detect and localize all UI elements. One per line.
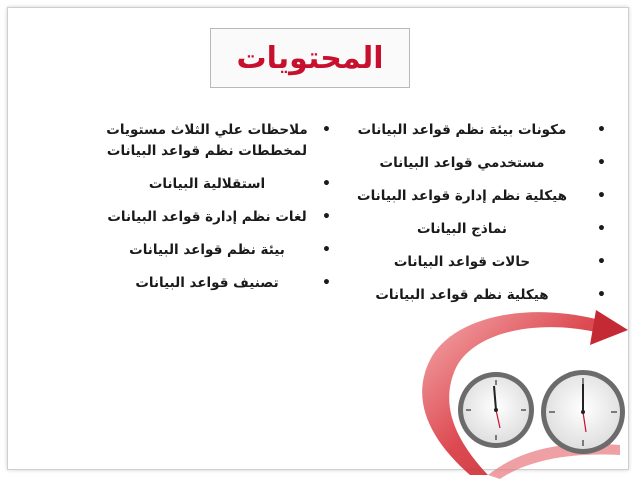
- contents-list-right: [338, 120, 608, 318]
- contents-list-left: [103, 120, 333, 306]
- bullet-icon: •: [597, 188, 606, 204]
- list-item: • لغات نظم إدارة قواعد البيانات: [107, 209, 331, 225]
- list-item: • نماذج البيانات: [416, 221, 606, 237]
- bullet-icon: •: [322, 122, 331, 138]
- bullet-icon: •: [322, 275, 331, 291]
- clock-icon: [541, 370, 625, 454]
- list-item: • ملاحظات علي الثلاث مستويات لمخططات نظم قواعد البيانات: [106, 122, 331, 159]
- clock-icon: [458, 372, 534, 448]
- list-item: • استقلالية البيانات: [148, 176, 331, 192]
- bullet-icon: •: [597, 221, 606, 237]
- list-item: • هيكلية نظم قواعد البيانات: [375, 287, 606, 303]
- list-item: • مستخدمي قواعد البيانات: [379, 155, 606, 171]
- list-item: • بيئة نظم قواعد البيانات: [129, 242, 331, 258]
- list-item: • هيكلية نظم إدارة قواعد البيانات: [357, 188, 606, 204]
- list-item: • تصنيف قواعد البيانات: [135, 275, 331, 291]
- bullet-icon: •: [597, 155, 606, 171]
- bullet-icon: •: [597, 287, 606, 303]
- list-item: • حالات قواعد البيانات: [393, 254, 606, 270]
- title-box: [210, 28, 410, 88]
- bullet-icon: •: [322, 176, 331, 192]
- bullet-icon: •: [597, 122, 606, 138]
- bullet-icon: •: [322, 242, 331, 258]
- page-title: المحتويات: [236, 40, 384, 76]
- bullet-icon: •: [322, 209, 331, 225]
- list-item: • مكونات بيئة نظم قواعد البيانات: [357, 122, 606, 138]
- bullet-icon: •: [597, 254, 606, 270]
